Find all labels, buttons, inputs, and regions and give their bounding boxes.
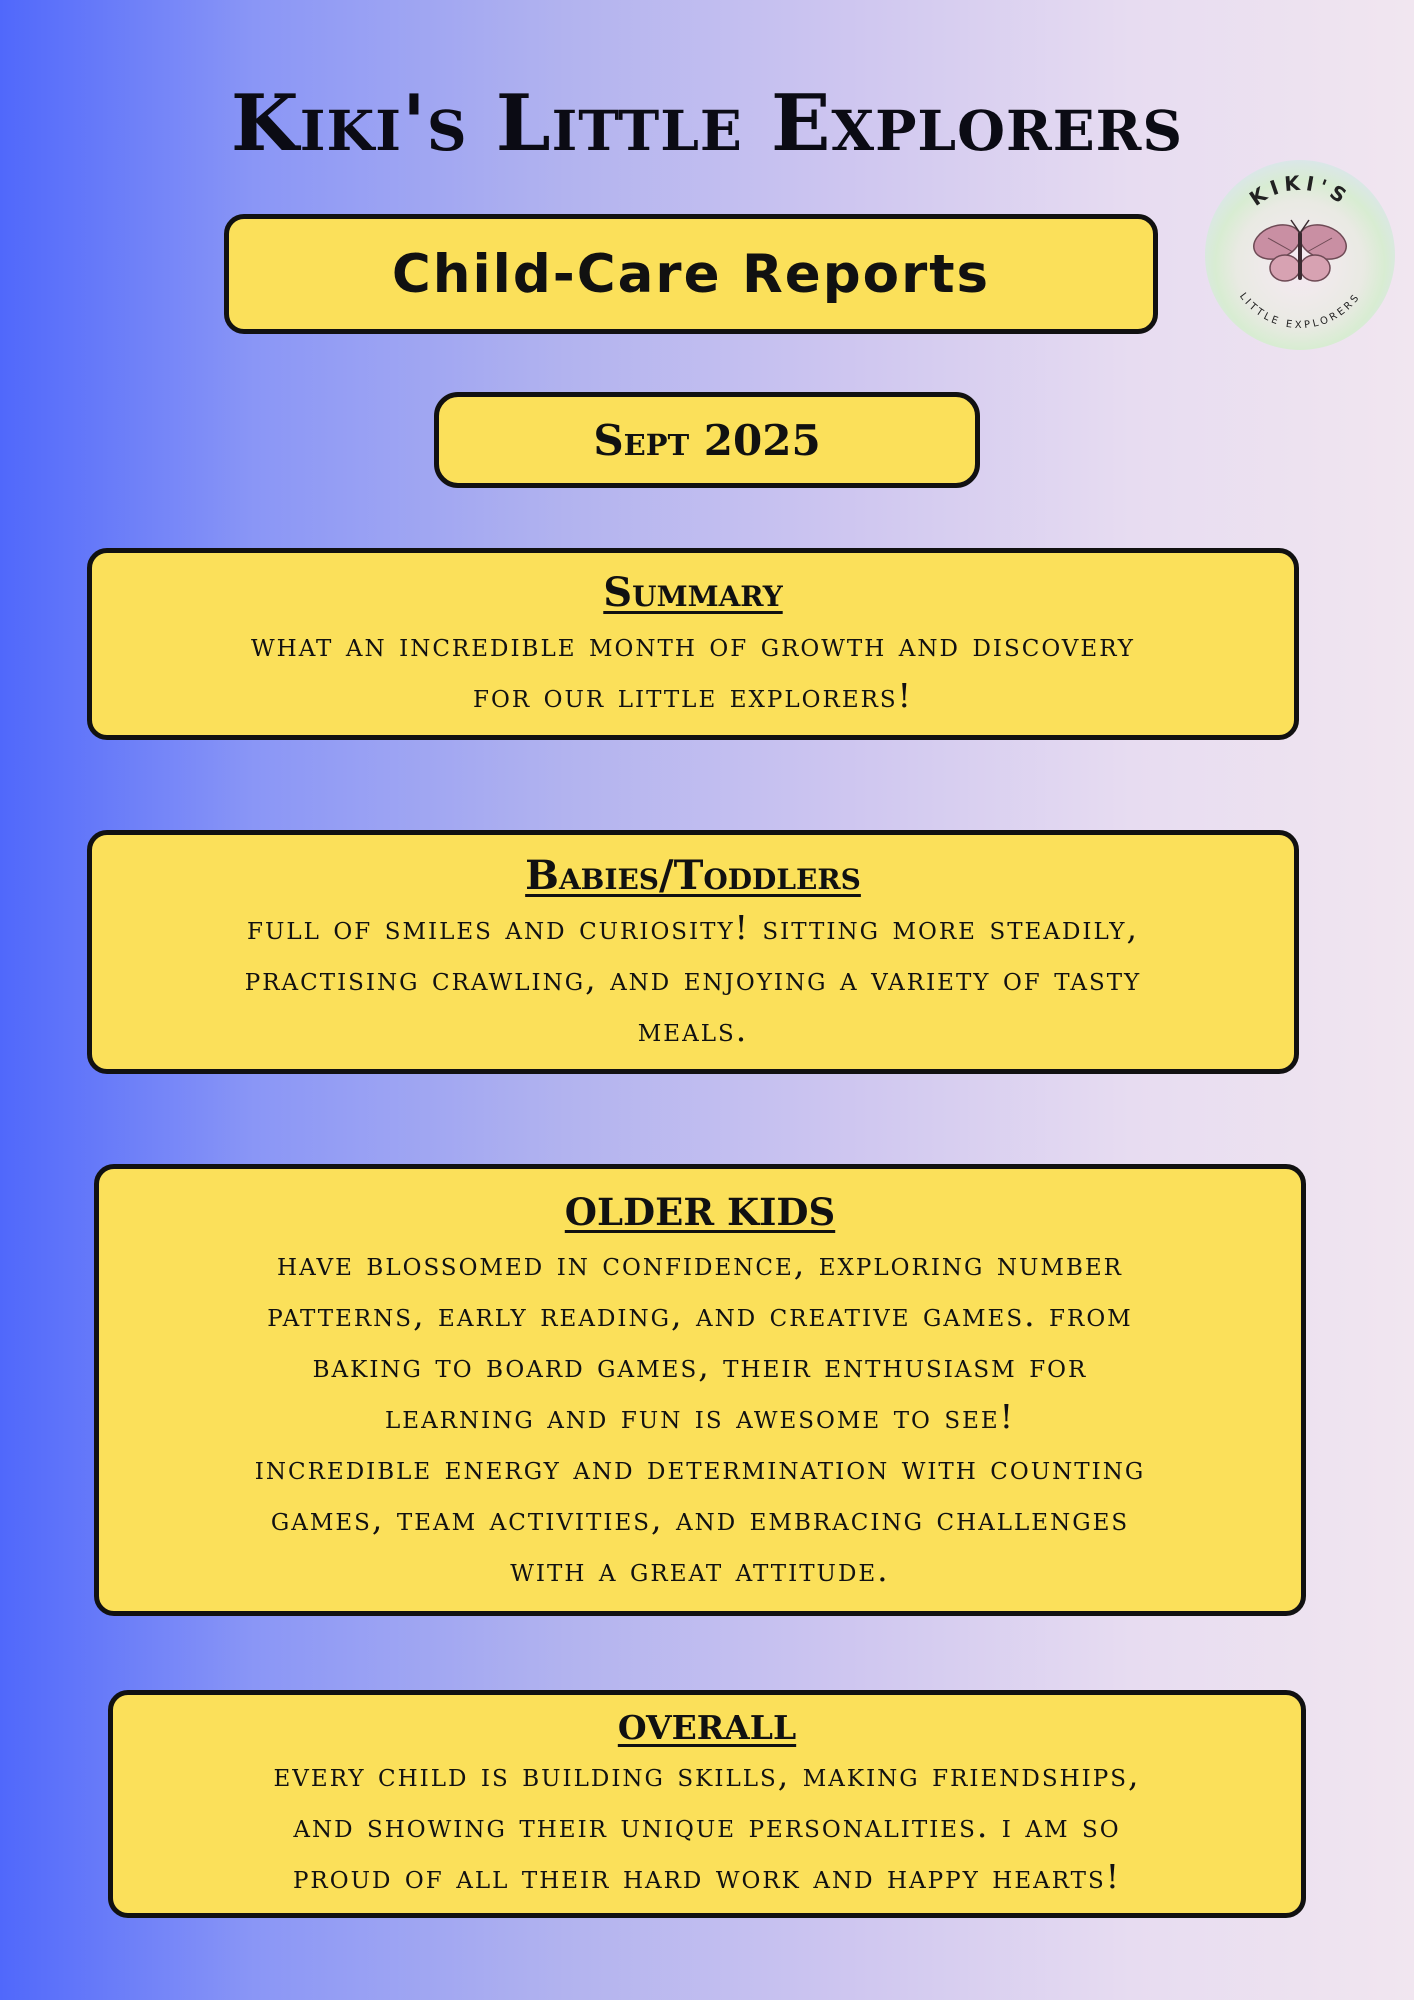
- subtitle-text: Child-Care Reports: [391, 243, 991, 305]
- older-kids-line: have blossomed in confidence, exploring number: [277, 1243, 1123, 1283]
- babies-toddlers-line: full of smiles and curiosity! sitting more steadily,: [247, 907, 1139, 947]
- summary-card: [87, 548, 1299, 740]
- svg-text:LITTLE EXPLORERS: [1237, 291, 1363, 331]
- summary-text: [251, 619, 1135, 721]
- overall-line: proud of all their hard work and happy hearts!: [292, 1856, 1122, 1896]
- overall-card: [108, 1690, 1306, 1918]
- overall-line: and showing their unique personalities. i am so: [293, 1805, 1121, 1845]
- logo-bottom-text: LITTLE EXPLORERS: [1236, 290, 1364, 332]
- older-kids-line: learning and fun is awesome to see!: [385, 1396, 1015, 1436]
- subtitle-banner: [224, 214, 1158, 334]
- babies-toddlers-heading: Babies/Toddlers: [525, 851, 861, 899]
- babies-toddlers-line: meals.: [637, 1009, 749, 1049]
- overall-text: [274, 1749, 1141, 1902]
- overall-heading: OVERALL: [617, 1707, 797, 1747]
- kikis-logo: [1205, 160, 1395, 350]
- svg-text:KIKI'S: [1245, 170, 1355, 210]
- babies-toddlers-text: [245, 902, 1141, 1055]
- summary-line: for our little explorers!: [473, 676, 913, 715]
- older-kids-text: [255, 1238, 1145, 1595]
- babies-toddlers-line: practising crawling, and enjoying a variety of tasty: [244, 958, 1142, 998]
- older-kids-line: with a great attitude.: [510, 1549, 890, 1589]
- summary-line: what an incredible month of growth and discovery: [251, 625, 1135, 664]
- older-kids-line: baking to board games, their enthusiasm for: [312, 1345, 1088, 1385]
- overall-line: every child is building skills, making friendships,: [273, 1754, 1141, 1794]
- logo-top-text: KIKI'S: [1245, 170, 1356, 211]
- babies-toddlers-card: [87, 830, 1299, 1074]
- older-kids-line: incredible energy and determination with counting: [254, 1447, 1146, 1487]
- older-kids-line: games, team activities, and embracing challenges: [270, 1498, 1130, 1538]
- summary-heading: Summary: [603, 569, 783, 616]
- older-kids-line: patterns, early reading, and creative games. from: [267, 1294, 1133, 1334]
- older-kids-heading: OLDER KIDS: [564, 1189, 836, 1234]
- date-banner: [434, 392, 980, 488]
- butterfly-logo-icon: [1205, 160, 1395, 350]
- date-text: Sept 2025: [593, 415, 821, 465]
- older-kids-card: [94, 1164, 1306, 1616]
- page-title: Kiki's Little Explorers: [230, 78, 1184, 169]
- butterfly-icon: [1249, 219, 1351, 281]
